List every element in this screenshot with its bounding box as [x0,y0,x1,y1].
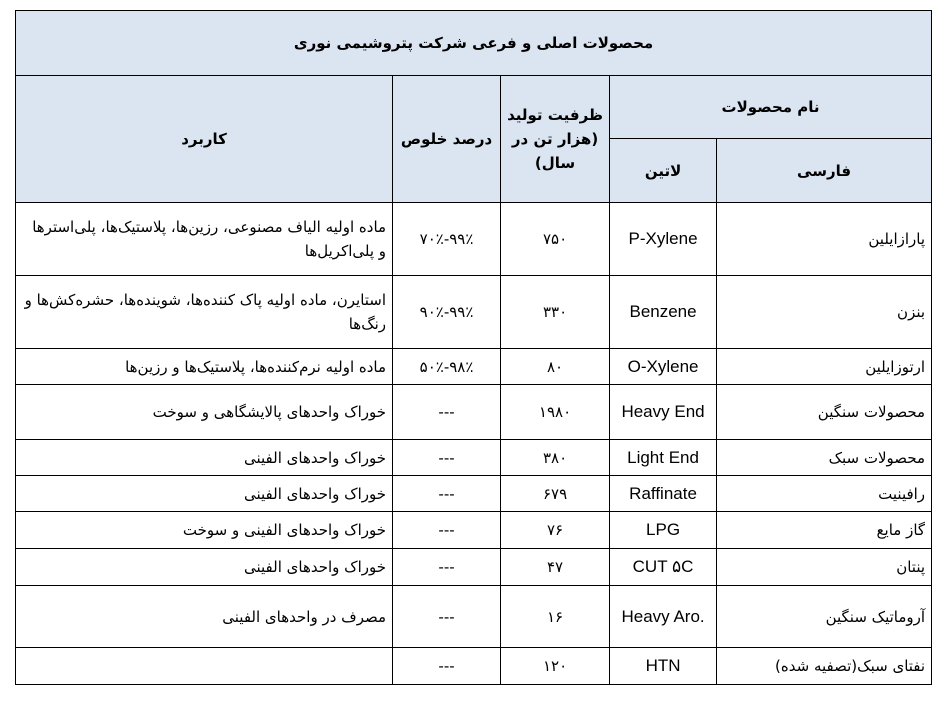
cell-purity: --- [393,476,501,512]
table-row [16,276,932,349]
cell-capacity: ۸۰ [501,349,610,385]
cell-latin: P-Xylene [610,203,717,276]
cell-persian: محصولات سبک [717,440,932,476]
cell-latin: HTN [610,648,717,685]
table-row [16,648,932,685]
cell-purity: --- [393,549,501,586]
cell-capacity: ۱۹۸۰ [501,385,610,440]
cell-latin: Benzene [610,276,717,349]
cell-purity: ۹۹٪-۹۰٪ [393,276,501,349]
header-latin: لاتین [610,139,717,203]
cell-purity: --- [393,512,501,549]
cell-capacity: ۴۷ [501,549,610,586]
products-table [15,10,932,685]
cell-usage [16,648,393,685]
cell-persian: بنزن [717,276,932,349]
table-row [16,385,932,440]
cell-latin: Light End [610,440,717,476]
cell-latin: LPG [610,512,717,549]
cell-capacity: ۷۵۰ [501,203,610,276]
cell-persian: پارازایلین [717,203,932,276]
table-row [16,349,932,385]
table-row [16,440,932,476]
table-row [16,549,932,586]
header-capacity: ظرفیت تولید (هزار تن در سال) [501,76,610,203]
table-row [16,586,932,648]
header-persian: فارسی [717,139,932,203]
table-row [16,512,932,549]
products-table-container [15,10,932,685]
cell-usage: خوراک واحدهای الفینی [16,549,393,586]
cell-usage: ماده اولیه الیاف مصنوعی، رزین‌ها، پلاستیک‌ها، پلی‌استرها و پلی‌اکریل‌ها [16,203,393,276]
cell-persian: نفتای سبک(تصفیه شده) [717,648,932,685]
cell-persian: آروماتیک سنگین [717,586,932,648]
cell-capacity: ۳۸۰ [501,440,610,476]
cell-latin: Raffinate [610,476,717,512]
cell-usage: مصرف در واحدهای الفینی [16,586,393,648]
cell-purity: ۹۹٪-۷۰٪ [393,203,501,276]
cell-persian: ارتوزایلین [717,349,932,385]
cell-usage: خوراک واحدهای الفینی و سوخت [16,512,393,549]
cell-capacity: ۶۷۹ [501,476,610,512]
cell-latin: CUT ۵C [610,549,717,586]
cell-capacity: ۳۳۰ [501,276,610,349]
cell-latin: Heavy Aro. [610,586,717,648]
cell-latin: O-Xylene [610,349,717,385]
table-row [16,476,932,512]
header-usage: کاربرد [16,76,393,203]
cell-capacity: ۱۶ [501,586,610,648]
cell-purity: --- [393,648,501,685]
cell-capacity: ۱۲۰ [501,648,610,685]
cell-purity: --- [393,586,501,648]
cell-persian: گاز مایع [717,512,932,549]
header-purity: درصد خلوص [393,76,501,203]
cell-usage: استایرن، ماده اولیه پاک کننده‌ها، شوینده‌ها، حشره‌کش‌ها و رنگ‌ها [16,276,393,349]
cell-persian: محصولات سنگین [717,385,932,440]
header-product-names: نام محصولات [610,76,932,139]
cell-usage: ماده اولیه نرم‌کننده‌ها، پلاستیک‌ها و رزین‌ها [16,349,393,385]
cell-capacity: ۷۶ [501,512,610,549]
table-title: محصولات اصلی و فرعی شرکت پتروشیمی نوری [16,11,932,76]
cell-persian: رافینیت [717,476,932,512]
cell-usage: خوراک واحدهای الفینی [16,440,393,476]
cell-usage: خوراک واحدهای الفینی [16,476,393,512]
cell-latin: Heavy End [610,385,717,440]
cell-purity: --- [393,440,501,476]
cell-purity: ۹۸٪-۵۰٪ [393,349,501,385]
cell-purity: --- [393,385,501,440]
table-row [16,203,932,276]
cell-usage: خوراک واحدهای پالایشگاهی و سوخت [16,385,393,440]
cell-persian: پنتان [717,549,932,586]
